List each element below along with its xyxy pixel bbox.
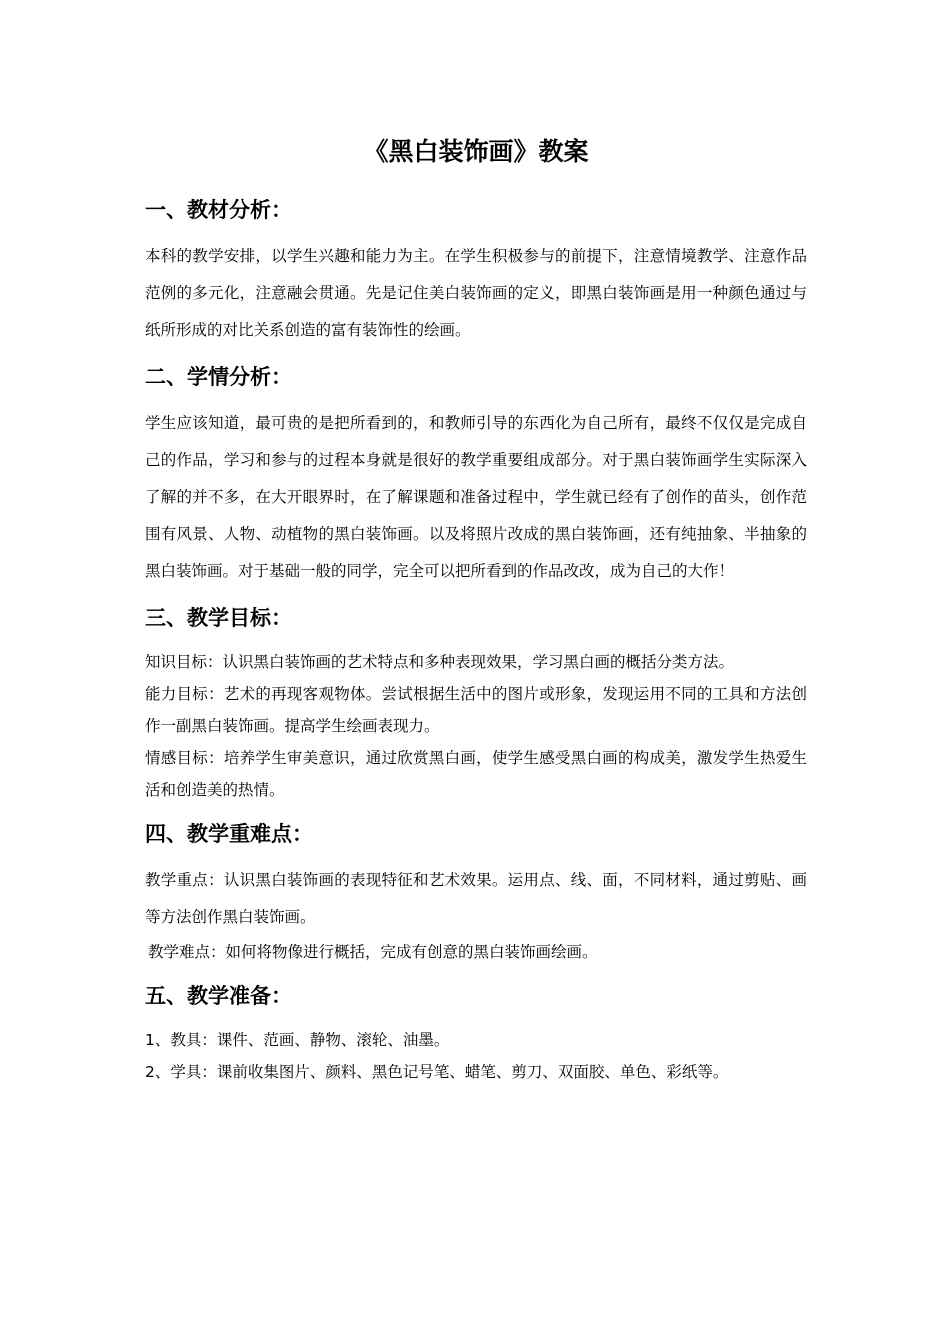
paragraph-difficult-points: 教学难点：如何将物像进行概括，完成有创意的黑白装饰画绘画。 [148, 943, 598, 961]
section-key-difficult-points [145, 818, 807, 968]
section-heading: 二、学情分析： [145, 365, 292, 389]
section-heading: 三、教学目标： [145, 606, 292, 630]
paragraph: 学生应该知道，最可贵的是把所看到的，和教师引导的东西化为自己所有，最终不仅仅是完成自己的作品，学习和参与的过程本身就是很好的教学重要组成部分。对于黑白装饰画学生实际深入了解的并不多，在大开眼界时，在了解课题和准备过程中，学生就已经有了创作的苗头，创作范围有风景、人物、动植物的黑白装饰画。以及将照片改成的黑白装饰画，还有纯抽象、半抽象的黑白装饰画。对于基础一般的同学，完全可以把所看到的作品改改，成为自己的大作！ [145, 414, 807, 580]
section-student-analysis [145, 361, 807, 590]
document-title: 《黑白装饰画》教案 [363, 137, 589, 166]
document-body [145, 134, 807, 1100]
section-teaching-objectives [145, 602, 807, 806]
section-heading: 五、教学准备： [145, 984, 292, 1008]
paragraph-key-points: 教学重点：认识黑白装饰画的表现特征和艺术效果。运用点、线、面，不同材料，通过剪贴、画等方法创作黑白装饰画。 [145, 871, 807, 926]
section-textbook-analysis [145, 194, 807, 349]
section-teaching-preparation [145, 980, 807, 1088]
paragraph-knowledge-objective: 知识目标：认识黑白装饰画的艺术特点和多种表现效果，学习黑白画的概括分类方法。 [145, 653, 735, 671]
paragraph-emotional-objective: 情感目标：培养学生审美意识，通过欣赏黑白画，使学生感受黑白画的构成美，激发学生热爱生活和创造美的热情。 [145, 749, 807, 799]
section-heading: 一、教材分析： [145, 198, 292, 222]
list-item-learning-aids: 2、学具：课前收集图片、颜料、黑色记号笔、蜡笔、剪刀、双面胶、单色、彩纸等。 [145, 1063, 729, 1081]
paragraph-ability-objective: 能力目标：艺术的再现客观物体。尝试根据生活中的图片或形象，发现运用不同的工具和方法创作一副黑白装饰画。提高学生绘画表现力。 [145, 685, 807, 735]
paragraph: 本科的教学安排，以学生兴趣和能力为主。在学生积极参与的前提下，注意情境教学、注意作品范例的多元化，注意融会贯通。先是记住美白装饰画的定义，即黑白装饰画是用一种颜色通过与纸所形成的对比关系创造的富有装饰性的绘画。 [145, 247, 807, 339]
section-heading: 四、教学重难点： [145, 822, 313, 846]
list-item-teaching-aids: 1、教具：课件、范画、静物、滚轮、油墨。 [145, 1031, 450, 1049]
